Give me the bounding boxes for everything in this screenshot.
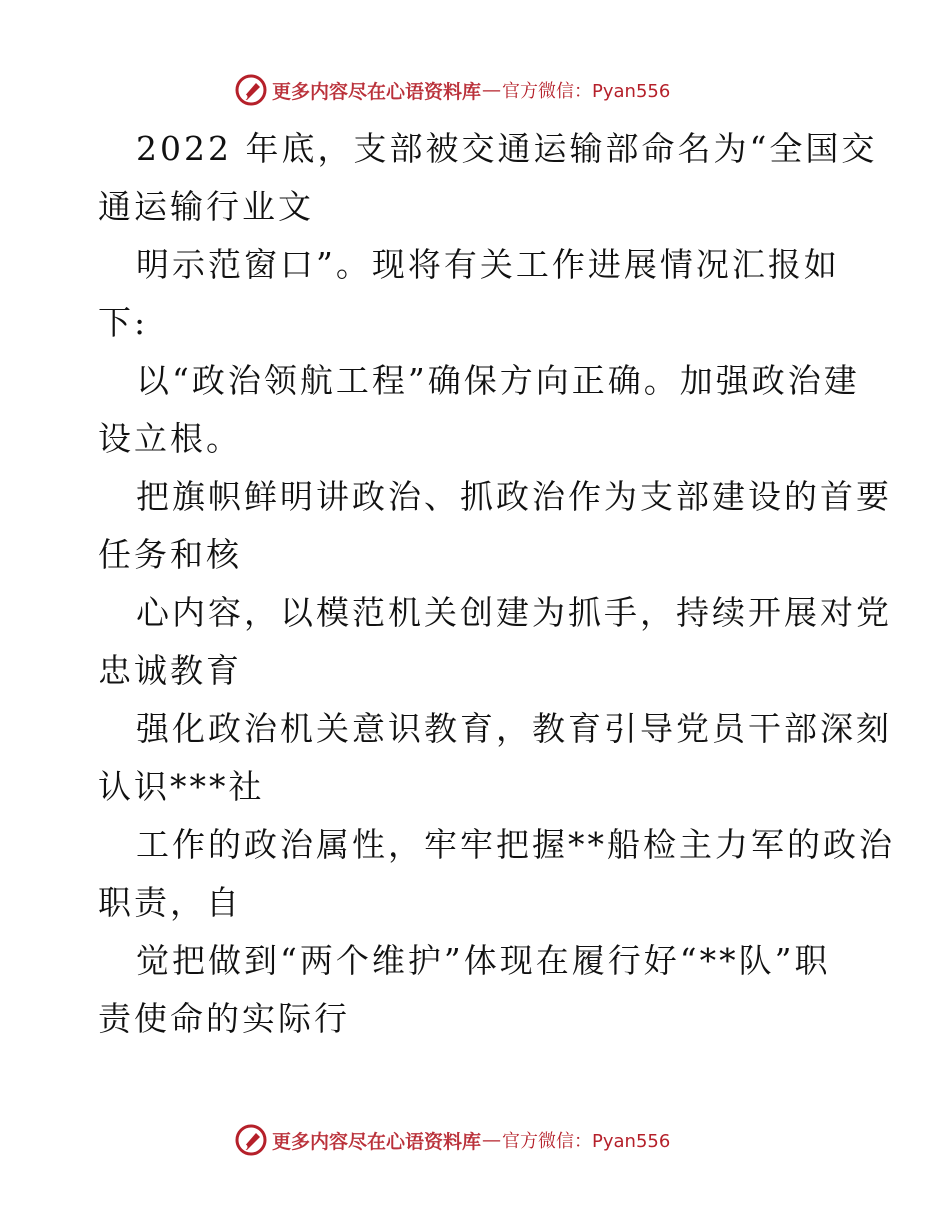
- text-line: 责使命的实际行: [98, 999, 350, 1038]
- text-line: 下:: [98, 303, 149, 342]
- banner-dash: —: [482, 79, 502, 101]
- text-line: 任务和核: [98, 535, 242, 574]
- pen-nib-logo-icon: [234, 73, 268, 107]
- document-body: [98, 120, 895, 1048]
- text-line: 通运输行业文: [98, 187, 314, 226]
- banner-main-text: 更多内容尽在心语资料库: [272, 1130, 482, 1153]
- banner-contact: 官方微信：Pyan556: [502, 1131, 671, 1152]
- text-line: 认识***社: [98, 767, 265, 806]
- banner-main-text: 更多内容尽在心语资料库: [272, 80, 482, 103]
- text-line: 心内容，以模范机关创建为抓手，持续开展对党: [136, 593, 892, 632]
- text-line: 觉把做到“两个维护”体现在履行好“**队”职: [136, 941, 831, 980]
- footer-banner: [234, 1120, 714, 1160]
- text-line: 职责，自: [98, 883, 242, 922]
- text-line: 2022 年底，支部被交通运输部命名为“全国交: [136, 129, 878, 168]
- banner-contact: 官方微信：Pyan556: [502, 81, 671, 102]
- text-line: 工作的政治属性，牢牢把握**船检主力军的政治: [136, 825, 895, 864]
- text-line: 设立根。: [98, 419, 242, 458]
- text-line: 以“政治领航工程”确保方向正确。加强政治建: [136, 361, 860, 400]
- banner-dash: —: [482, 1129, 502, 1151]
- text-line: 忠诚教育: [98, 651, 242, 690]
- pen-nib-logo-icon: [234, 1123, 268, 1157]
- text-line: 明示范窗口”。现将有关工作进展情况汇报如: [136, 245, 840, 284]
- text-line: 把旗帜鲜明讲政治、抓政治作为支部建设的首要: [136, 477, 892, 516]
- header-banner: [234, 70, 714, 110]
- text-line: 强化政治机关意识教育，教育引导党员干部深刻: [136, 709, 892, 748]
